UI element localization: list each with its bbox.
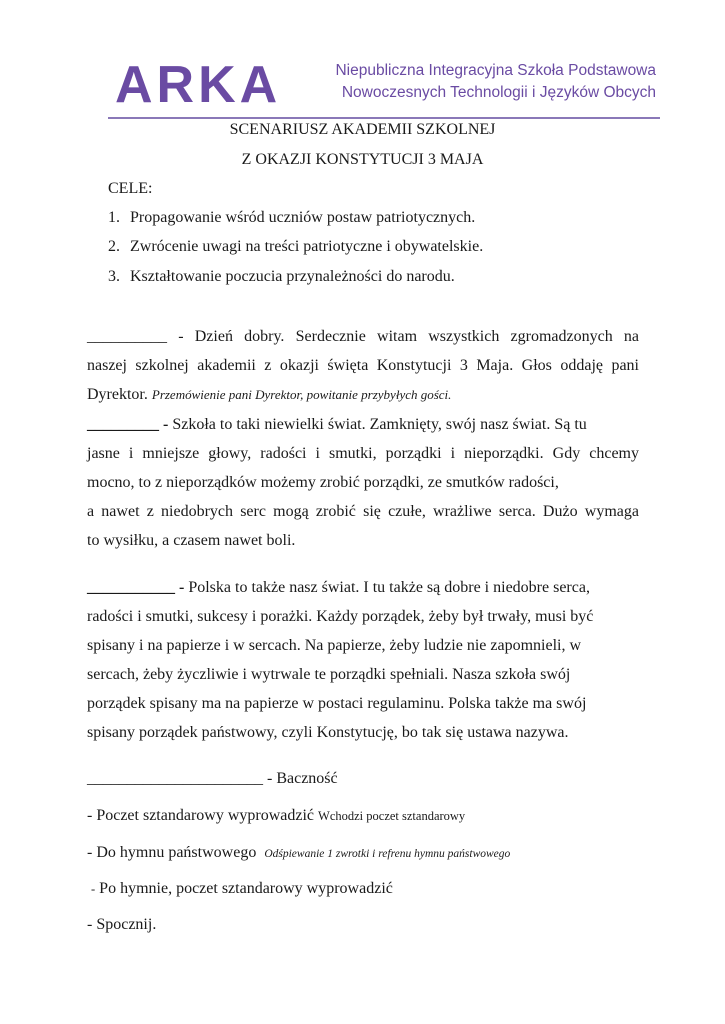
paragraph-line: to wysiłku, a czasem nawet boli.	[87, 532, 296, 549]
speaker-blank: _________ -	[87, 416, 169, 433]
command-banner-exit	[87, 880, 393, 898]
paragraph-line: porządek spisany ma na papierze w postaci regulaminu. Polska także ma swój	[87, 695, 587, 712]
text-fragment: Dyrektor.	[87, 386, 148, 403]
goals-label: CELE:	[108, 180, 153, 197]
paragraph-line	[87, 380, 639, 409]
goal-text: Zwrócenie uwagi na treści patriotyczne i obywatelskie.	[130, 238, 484, 255]
paragraph-line: mocno, to z nieporządków możemy zrobić porządki, ze smutków radości,	[87, 474, 559, 491]
paragraph-line: jasne i mniejsze głowy, radości i smutki, porządki i nieporządki. Gdy chcemy	[87, 445, 639, 462]
goal-number: 1.	[108, 209, 120, 226]
paragraph-greeting	[87, 322, 639, 409]
paragraph-line	[87, 322, 639, 351]
speaker-blank: ______________________	[87, 770, 263, 787]
command-banner-enter	[87, 807, 465, 825]
text-fragment: - Baczność	[263, 770, 338, 787]
text-fragment: Polska to także nasz świat. I tu także są dobre i niedobre serca,	[184, 579, 590, 596]
stage-direction: Odśpiewanie 1 zwrotki i refrenu hymnu państwowego	[264, 848, 511, 860]
text-fragment: Po hymnie, poczet sztandarowy wyprowadzić	[95, 880, 393, 897]
school-name-line1: Niepubliczna Integracyjna Szkoła Podstawowa	[335, 62, 656, 79]
paragraph-line	[87, 573, 639, 602]
stage-direction: Przemówienie pani Dyrektor, powitanie przybyłych gości.	[151, 387, 452, 402]
letterhead	[108, 52, 660, 120]
logo-text: ARKA	[115, 56, 282, 110]
goal-item	[108, 209, 475, 227]
command-attention	[87, 770, 338, 788]
paragraph-line: spisany i na papierze i w sercach. Na papierze, żeby ludzie nie zapomnieli, w	[87, 637, 582, 654]
paragraph-line: radości i smutki, sukcesy i porażki. Każdy porządek, żeby był trwały, musi być	[87, 608, 594, 625]
header-divider	[108, 117, 660, 119]
document-title-line1: SCENARIUSZ AKADEMII SZKOLNEJ	[229, 121, 496, 138]
document-title-line2: Z OKAZJI KONSTYTUCJI 3 MAJA	[241, 151, 484, 168]
speaker-blank: __________	[87, 328, 167, 345]
school-name-line2: Nowoczesnych Technologii i Języków Obcych	[341, 84, 656, 101]
arka-logo	[115, 56, 315, 110]
goal-text: Kształtowanie poczucia przynależności do narodu.	[130, 268, 455, 285]
paragraph-line: sercach, żeby życzliwie i wytrwale te porządki spełniali. Nasza szkoła swój	[87, 666, 571, 683]
goal-item	[108, 238, 483, 256]
paragraph-school	[87, 410, 639, 555]
goal-number: 2.	[108, 238, 120, 255]
goal-text: Propagowanie wśród uczniów postaw patriotycznych.	[130, 209, 476, 226]
dash: -	[91, 882, 96, 896]
command-at-ease: - Spocznij.	[87, 916, 157, 933]
speaker-blank: ___________ -	[87, 579, 185, 596]
paragraph-line	[87, 410, 639, 439]
text-fragment: - Dzień dobry. Serdecznie witam wszystkich zgromadzonych na	[167, 328, 639, 345]
command-anthem	[87, 844, 510, 862]
text-fragment: - Poczet sztandarowy wyprowadzić	[87, 807, 315, 824]
text-fragment: - Do hymnu państwowego	[87, 844, 257, 861]
text-fragment: Szkoła to taki niewielki świat. Zamknięty, swój nasz świat. Są tu	[168, 416, 587, 433]
school-name	[326, 60, 656, 104]
goal-item	[108, 268, 455, 286]
paragraph-line: naszej szkolnej akademii z okazji święta Konstytucji 3 Maja. Głos oddaję pani	[87, 357, 639, 374]
paragraph-poland	[87, 573, 639, 747]
stage-direction: Wchodzi poczet sztandarowy	[318, 809, 466, 823]
paragraph-line: a nawet z niedobrych serc mogą zrobić się czułe, wrażliwe serca. Dużo wymaga	[87, 503, 639, 520]
paragraph-line: spisany porządek państwowy, czyli Konstytucję, bo tak się ustawa nazywa.	[87, 724, 569, 741]
goal-number: 3.	[108, 268, 120, 285]
